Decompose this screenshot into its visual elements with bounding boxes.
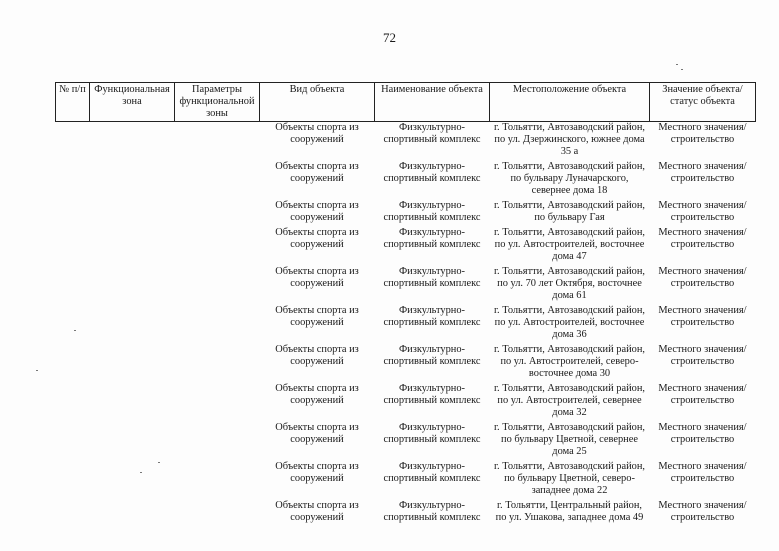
row-zone-cell xyxy=(90,344,175,383)
row-object-kind-cell: Объекты спорта из сооружений xyxy=(275,200,359,223)
row-object-name-cell: Физкультурно-спортивный комплекс xyxy=(383,305,481,328)
row-number-cell xyxy=(56,305,90,344)
row-object-kind-cell: Объекты спорта из сооружений xyxy=(275,266,359,289)
row-status-cell: Местного значения/ строительство xyxy=(658,122,747,145)
row-status-cell: Местного значения/ строительство xyxy=(658,344,747,367)
header-object-location: Местоположение объекта xyxy=(490,83,650,122)
header-zone: Функциональная зона xyxy=(90,83,175,122)
row-object-name-cell: Физкультурно-спортивный комплекс xyxy=(383,461,481,484)
table-row xyxy=(56,122,756,162)
table-row xyxy=(56,305,756,344)
row-object-kind-cell: Объекты спорта из сооружений xyxy=(275,422,359,445)
row-object-name-cell: Физкультурно-спортивный комплекс xyxy=(383,344,481,367)
row-params-cell xyxy=(175,227,260,266)
row-status-cell: Местного значения/ строительство xyxy=(658,305,747,328)
row-status-cell: Местного значения/ строительство xyxy=(658,461,747,484)
row-location-cell: г. Тольятти, Автозаводский район, по ул. Автостроителей, севернее дома 32 xyxy=(493,383,646,418)
row-number-cell xyxy=(56,344,90,383)
header-object-status: Значение объекта/статус объекта xyxy=(650,83,756,122)
row-object-kind-cell: Объекты спорта из сооружений xyxy=(275,383,359,406)
row-number-cell xyxy=(56,161,90,200)
table-row xyxy=(56,344,756,383)
row-object-kind-cell: Объекты спорта из сооружений xyxy=(275,122,359,145)
header-object-name: Наименование объекта xyxy=(375,83,490,122)
table-header-row xyxy=(56,83,756,122)
row-number-cell xyxy=(56,122,90,162)
row-location-cell: г. Тольятти, Автозаводский район, по бульвару Гая xyxy=(493,200,646,223)
row-object-name-cell: Физкультурно-спортивный комплекс xyxy=(383,227,481,250)
row-params-cell xyxy=(175,161,260,200)
table-body xyxy=(56,122,756,528)
objects-table xyxy=(55,82,756,527)
row-location-cell: г. Тольятти, Автозаводский район, по бульвару Цветной, севернее дома 25 xyxy=(493,422,646,457)
row-status-cell: Местного значения/ строительство xyxy=(658,500,747,523)
row-object-kind-cell: Объекты спорта из сооружений xyxy=(275,461,359,484)
header-number: № п/п xyxy=(56,83,90,122)
table-row xyxy=(56,461,756,500)
table-row xyxy=(56,500,756,527)
table-row xyxy=(56,161,756,200)
row-params-cell xyxy=(175,383,260,422)
row-params-cell xyxy=(175,500,260,527)
row-params-cell xyxy=(175,461,260,500)
row-location-cell: г. Тольятти, Автозаводский район, по ул. Автостроителей, восточнее дома 36 xyxy=(493,305,646,340)
row-status-cell: Местного значения/ строительство xyxy=(658,161,747,184)
row-status-cell: Местного значения/ строительство xyxy=(658,383,747,406)
table-row xyxy=(56,200,756,227)
row-location-cell: г. Тольятти, Автозаводский район, по ул. 70 лет Октября, восточнее дома 61 xyxy=(493,266,646,301)
row-object-kind-cell: Объекты спорта из сооружений xyxy=(275,500,359,523)
row-status-cell: Местного значения/ строительство xyxy=(658,200,747,223)
table-row xyxy=(56,422,756,461)
header-zone-params: Параметры функциональной зоны xyxy=(175,83,260,122)
row-location-cell: г. Тольятти, Центральный район, по ул. Ушакова, западнее дома 49 xyxy=(495,500,644,523)
row-status-cell: Местного значения/ строительство xyxy=(658,227,747,250)
row-params-cell xyxy=(175,422,260,461)
row-number-cell xyxy=(56,200,90,227)
row-number-cell xyxy=(56,461,90,500)
row-params-cell xyxy=(175,344,260,383)
row-zone-cell xyxy=(90,266,175,305)
row-object-kind-cell: Объекты спорта из сооружений xyxy=(275,305,359,328)
row-number-cell xyxy=(56,266,90,305)
table-row xyxy=(56,266,756,305)
row-location-cell: г. Тольятти, Автозаводский район, по бульвару Луначарского, севернее дома 18 xyxy=(493,161,646,196)
row-status-cell: Местного значения/ строительство xyxy=(658,266,747,289)
row-zone-cell xyxy=(90,422,175,461)
row-zone-cell xyxy=(90,500,175,527)
row-zone-cell xyxy=(90,461,175,500)
row-object-kind-cell: Объекты спорта из сооружений xyxy=(275,344,359,367)
row-location-cell: г. Тольятти, Автозаводский район, по бульвару Цветной, северо-западнее дома 22 xyxy=(493,461,646,496)
row-zone-cell xyxy=(90,305,175,344)
row-number-cell xyxy=(56,227,90,266)
row-object-name-cell: Физкультурно-спортивный комплекс xyxy=(383,122,481,145)
page-number: 72 xyxy=(383,30,396,45)
row-zone-cell xyxy=(90,227,175,266)
row-params-cell xyxy=(175,122,260,162)
row-object-name-cell: Физкультурно-спортивный комплекс xyxy=(383,383,481,406)
table-row xyxy=(56,383,756,422)
row-object-kind-cell: Объекты спорта из сооружений xyxy=(275,161,359,184)
row-zone-cell xyxy=(90,161,175,200)
row-object-kind-cell: Объекты спорта из сооружений xyxy=(275,227,359,250)
row-params-cell xyxy=(175,305,260,344)
row-status-cell: Местного значения/ строительство xyxy=(658,422,747,445)
row-object-name-cell: Физкультурно-спортивный комплекс xyxy=(383,266,481,289)
row-object-name-cell: Физкультурно-спортивный комплекс xyxy=(383,422,481,445)
table-row xyxy=(56,227,756,266)
row-params-cell xyxy=(175,200,260,227)
row-zone-cell xyxy=(90,200,175,227)
row-location-cell: г. Тольятти, Автозаводский район, по ул. Автостроителей, восточнее дома 47 xyxy=(493,227,646,262)
header-object-kind: Вид объекта xyxy=(260,83,375,122)
row-object-name-cell: Физкультурно-спортивный комплекс xyxy=(383,200,481,223)
row-zone-cell xyxy=(90,383,175,422)
row-number-cell xyxy=(56,422,90,461)
row-number-cell xyxy=(56,383,90,422)
row-params-cell xyxy=(175,266,260,305)
row-location-cell: г. Тольятти, Автозаводский район, по ул. Дзержинского, южнее дома 35 а xyxy=(493,122,646,157)
row-number-cell xyxy=(56,500,90,527)
row-location-cell: г. Тольятти, Автозаводский район, по ул. Автостроителей, северо-восточнее дома 30 xyxy=(493,344,646,379)
row-object-name-cell: Физкультурно-спортивный комплекс xyxy=(383,161,481,184)
row-zone-cell xyxy=(90,122,175,162)
row-object-name-cell: Физкультурно-спортивный комплекс xyxy=(383,500,481,523)
